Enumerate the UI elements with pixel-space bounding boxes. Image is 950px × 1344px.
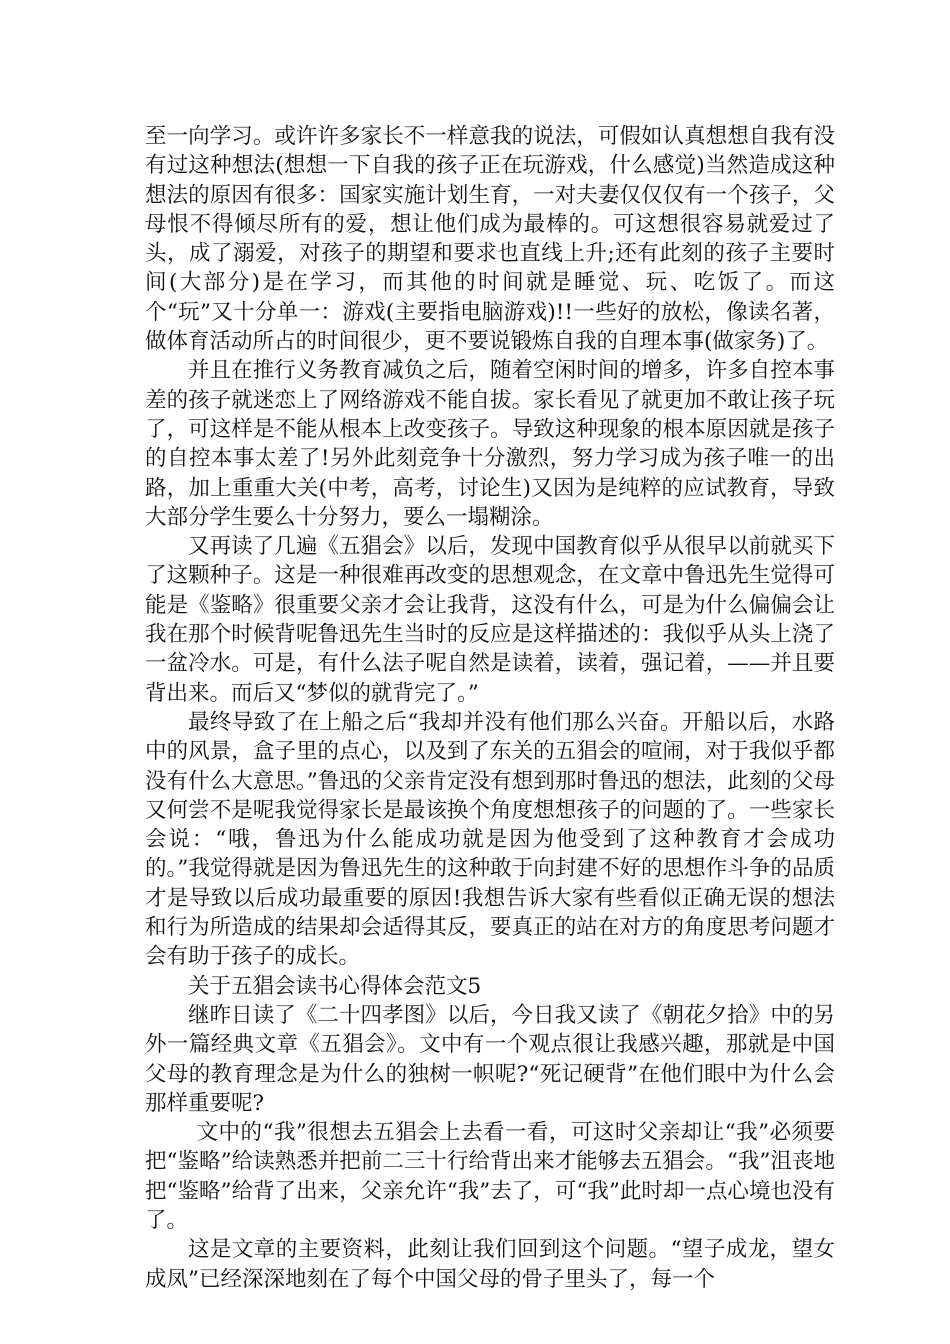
- section-heading: 关于五猖会读书心得体会范文5: [188, 973, 482, 999]
- paragraph: 最终导致了在上船之后“我却并没有他们那么兴奋。开船以后，水路中的风景，盒子里的点心，以及到了东关的五猖会的喧闹，对于我似乎都没有什么大意思。”鲁迅的父亲肯定没有想到那时鲁迅的想法，此刻的父母又何尝不是呢我觉得家长是最该换个角度想想孩子的问题的了。一些家长会说：“哦，鲁迅为什么能成功就是因为他受到了这种教育才会成功的。”我觉得就是因为鲁迅先生的这种敢于向封建不好的思想作斗争的品质才是导致以后成功最重要的原因!我想告诉大家有些看似正确无误的想法和行为所造成的结果却会适得其反，要真正的站在对方的角度思考问题才会有助于孩子的成长。: [145, 709, 835, 970]
- paragraph: 文中的“我”很想去五猖会上去看一看，可这时父亲却让“我”必须要把“鉴略”给读熟悉并把前二三十行给背出来才能够去五猖会。“我”沮丧地把“鉴略”给背了出来，父亲允许“我”去了，可“我”此时却一点心境也没有了。: [145, 1120, 835, 1233]
- paragraph-continuation: 至一向学习。或许许多家长不一样意我的说法，可假如认真想想自我有没有过这种想法(想想一下自我的孩子正在玩游戏，什么感觉)当然造成这种想法的原因有很多：国家实施计划生育，一对夫妻仅仅仅有一个孩子，父母恨不得倾尽所有的爱，想让他们成为最棒的。可这想很容易就爱过了头，成了溺爱，对孩子的期望和要求也直线上升;还有此刻的孩子主要时间(大部分)是在学习，而其他的时间就是睡觉、玩、吃饭了。而这个“玩”又十分单一：游戏(主要指电脑游戏)!!一些好的放松，像读名著，做体育活动所占的时间很少，更不要说锻炼自我的自理本事(做家务)了。: [145, 124, 835, 355]
- paragraph: 又再读了几遍《五猖会》以后，发现中国教育似乎从很早以前就买下了这颗种子。这是一种很难再改变的思想观念，在文章中鲁迅先生觉得可能是《鉴略》很重要父亲才会让我背，这没有什么，可是为什么偏偏会让我在那个时候背呢鲁迅先生当时的反应是这样描述的：我似乎从头上浇了一盆冷水。可是，有什么法子呢自然是读着，读着，强记着，——并且要背出来。而后又“梦似的就背完了。”: [145, 534, 835, 706]
- paragraph: 并且在推行义务教育减负之后，随着空闲时间的增多，许多自控本事差的孩子就迷恋上了网络游戏不能自拔。家长看见了就更加不敢让孩子玩了，可这样是不能从根本上改变孩子。导致这种现象的根本原因就是孩子的自控本事太差了!另外此刻竞争十分激烈，努力学习成为孩子唯一的出路，加上重重大关(中考，高考，讨论生)又因为是纯粹的应试教育，导致大部分学生要么十分努力，要么一塌糊涂。: [145, 358, 835, 530]
- paragraph: 这是文章的主要资料，此刻让我们回到这个问题。“望子成龙，望女成凤”已经深深地刻在了每个中国父母的骨子里头了，每一个: [145, 1237, 835, 1292]
- paragraph: 继昨日读了《二十四孝图》以后，今日我又读了《朝花夕拾》中的另外一篇经典文章《五猖会》。文中有一个观点很让我感兴趣，那就是中国父母的教育理念是为什么的独树一帜呢?“死记硬背”在他们眼中为什么会那样重要呢?: [145, 1002, 835, 1116]
- article-body: [145, 122, 835, 1294]
